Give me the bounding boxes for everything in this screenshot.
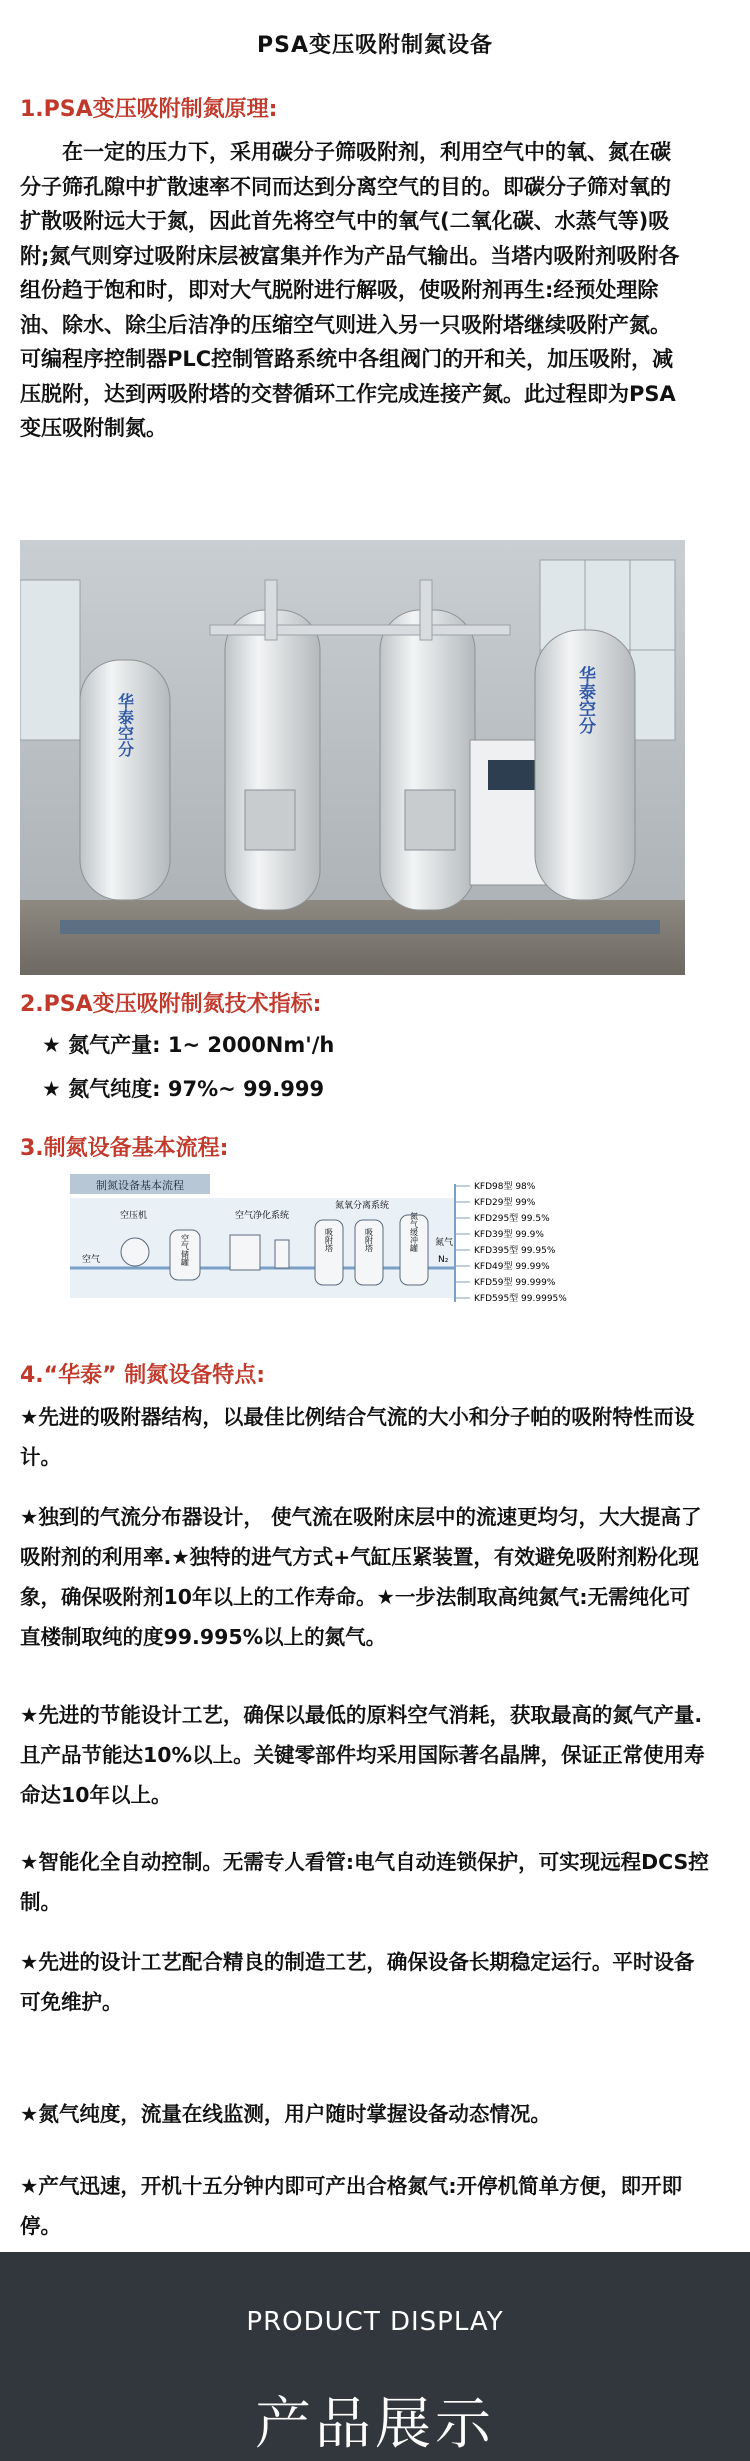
feature-item: ★氮气纯度，流量在线监测，用户随时掌握设备动态情况。 [20,2102,551,2126]
principle-heading: 1.PSA变压吸附制氮原理: [20,97,278,122]
diagram-output-item: KFD98型 98% [474,1182,536,1192]
diagram-n2-label: N₂ [438,1255,449,1265]
spec-output: ★ 氮气产量: 1~ 2000Nm'/h [42,1033,335,1057]
features-heading: 4.“华泰” 制氮设备特点: [20,1363,266,1388]
diagram-compressor-label: 空压机 [120,1211,148,1221]
feature-item: ★独到的气流分布器设计， 使气流在吸附床层中的流速更均匀，大大提高了吸附剂的利用率.★独特的进气方式+气缸压紧装置，有效避免吸附剂粉化现象，确保吸附剂10年以上的工作寿命。★一步法制取高纯氮气:无需纯化可直楼制取纯的度99.995%以上的氮气。 [20,1505,702,1649]
diagram-output-item: KFD49型 99.99% [474,1262,550,1272]
diagram-output-item: KFD595型 99.9995% [474,1294,567,1304]
flow-heading: 3.制氮设备基本流程: [20,1136,229,1161]
page-title: PSA变压吸附制氮设备 [257,33,493,58]
banner-english-title: PRODUCT DISPLAY [246,2307,504,2337]
diagram-adsorber-b: 吸附塔 [364,1228,374,1252]
process-flow-diagram [60,1170,660,1310]
diagram-tank-label: 空气储罐 [180,1234,190,1266]
diagram-output-item: KFD295型 99.5% [474,1214,550,1224]
diagram-adsorber-a: 吸附塔 [324,1228,334,1252]
spec-purity: ★ 氮气纯度: 97%~ 99.999 [42,1077,325,1101]
product-photo [20,540,685,975]
diagram-purify-label: 空气净化系统 [235,1211,290,1221]
diagram-output-item: KFD59型 99.999% [474,1278,556,1288]
diagram-panel-title: 制氮设备基本流程 [96,1179,184,1192]
diagram-output-item: KFD395型 99.95% [474,1246,556,1256]
feature-item: ★产气迅速，开机十五分钟内即可产出合格氮气:开停机简单方便，即开即停。 [20,2174,683,2238]
product-display-banner [0,2252,750,2461]
right-tank-label: 华泰空分 [575,666,595,734]
feature-item: ★先进的节能设计工艺，确保以最低的原料空气消耗，获取最高的氮气产量.且产品节能达10%以上。关键零部件均采用国际著名晶牌，保证正常使用寿命达10年以上。 [20,1703,705,1807]
left-tank-label: 华泰空分 [115,693,135,757]
diagram-separation-label: 氮氧分离系统 [335,1201,390,1211]
feature-item: ★先进的吸附器结构，以最佳比例结合气流的大小和分子帕的吸附特性而设计。 [20,1405,695,1469]
banner-chinese-title: 产品展示 [255,2392,495,2457]
diagram-nitrogen-tank-label: 氮气缓冲罐 [409,1212,419,1252]
specs-heading: 2.PSA变压吸附制氮技术指标: [20,992,322,1017]
feature-item: ★智能化全自动控制。无需专人看管:电气自动连锁保护，可实现远程DCS控制。 [20,1850,709,1914]
diagram-output-item: KFD39型 99.9% [474,1230,544,1240]
principle-text: 在一定的压力下，采用碳分子筛吸附剂，利用空气中的氧、氮在碳分子筛孔隙中扩散速率不同而达到分离空气的目的。即碳分子筛对氧的扩散吸附远大于氮，因此首先将空气中的氧气(二氧化碳、水蒸气等)吸附;氮气则穿过吸附床层被富集并作为产品气输出。当塔内吸附剂吸附各组份趋于饱和时，即对大气脱附进行解吸，使吸附剂再生:经预处理除油、除水、除尘后洁净的压缩空气则进入另一只吸附塔继续吸附产氮。可编程序控制器PLC控制管路系统中各组阀门的开和关，加压吸附，减压脱附，达到两吸附塔的交替循环工作完成连接产氮。此过程即为PSA变压吸附制氮。 [20,140,680,440]
diagram-air-label: 空气 [82,1255,101,1265]
diagram-nitrogen-label: 氮气 [435,1238,454,1248]
feature-item: ★先进的设计工艺配合精良的制造工艺，确保设备长期稳定运行。平时设备可免维护。 [20,1950,695,2014]
diagram-output-item: KFD29型 99% [474,1198,536,1208]
